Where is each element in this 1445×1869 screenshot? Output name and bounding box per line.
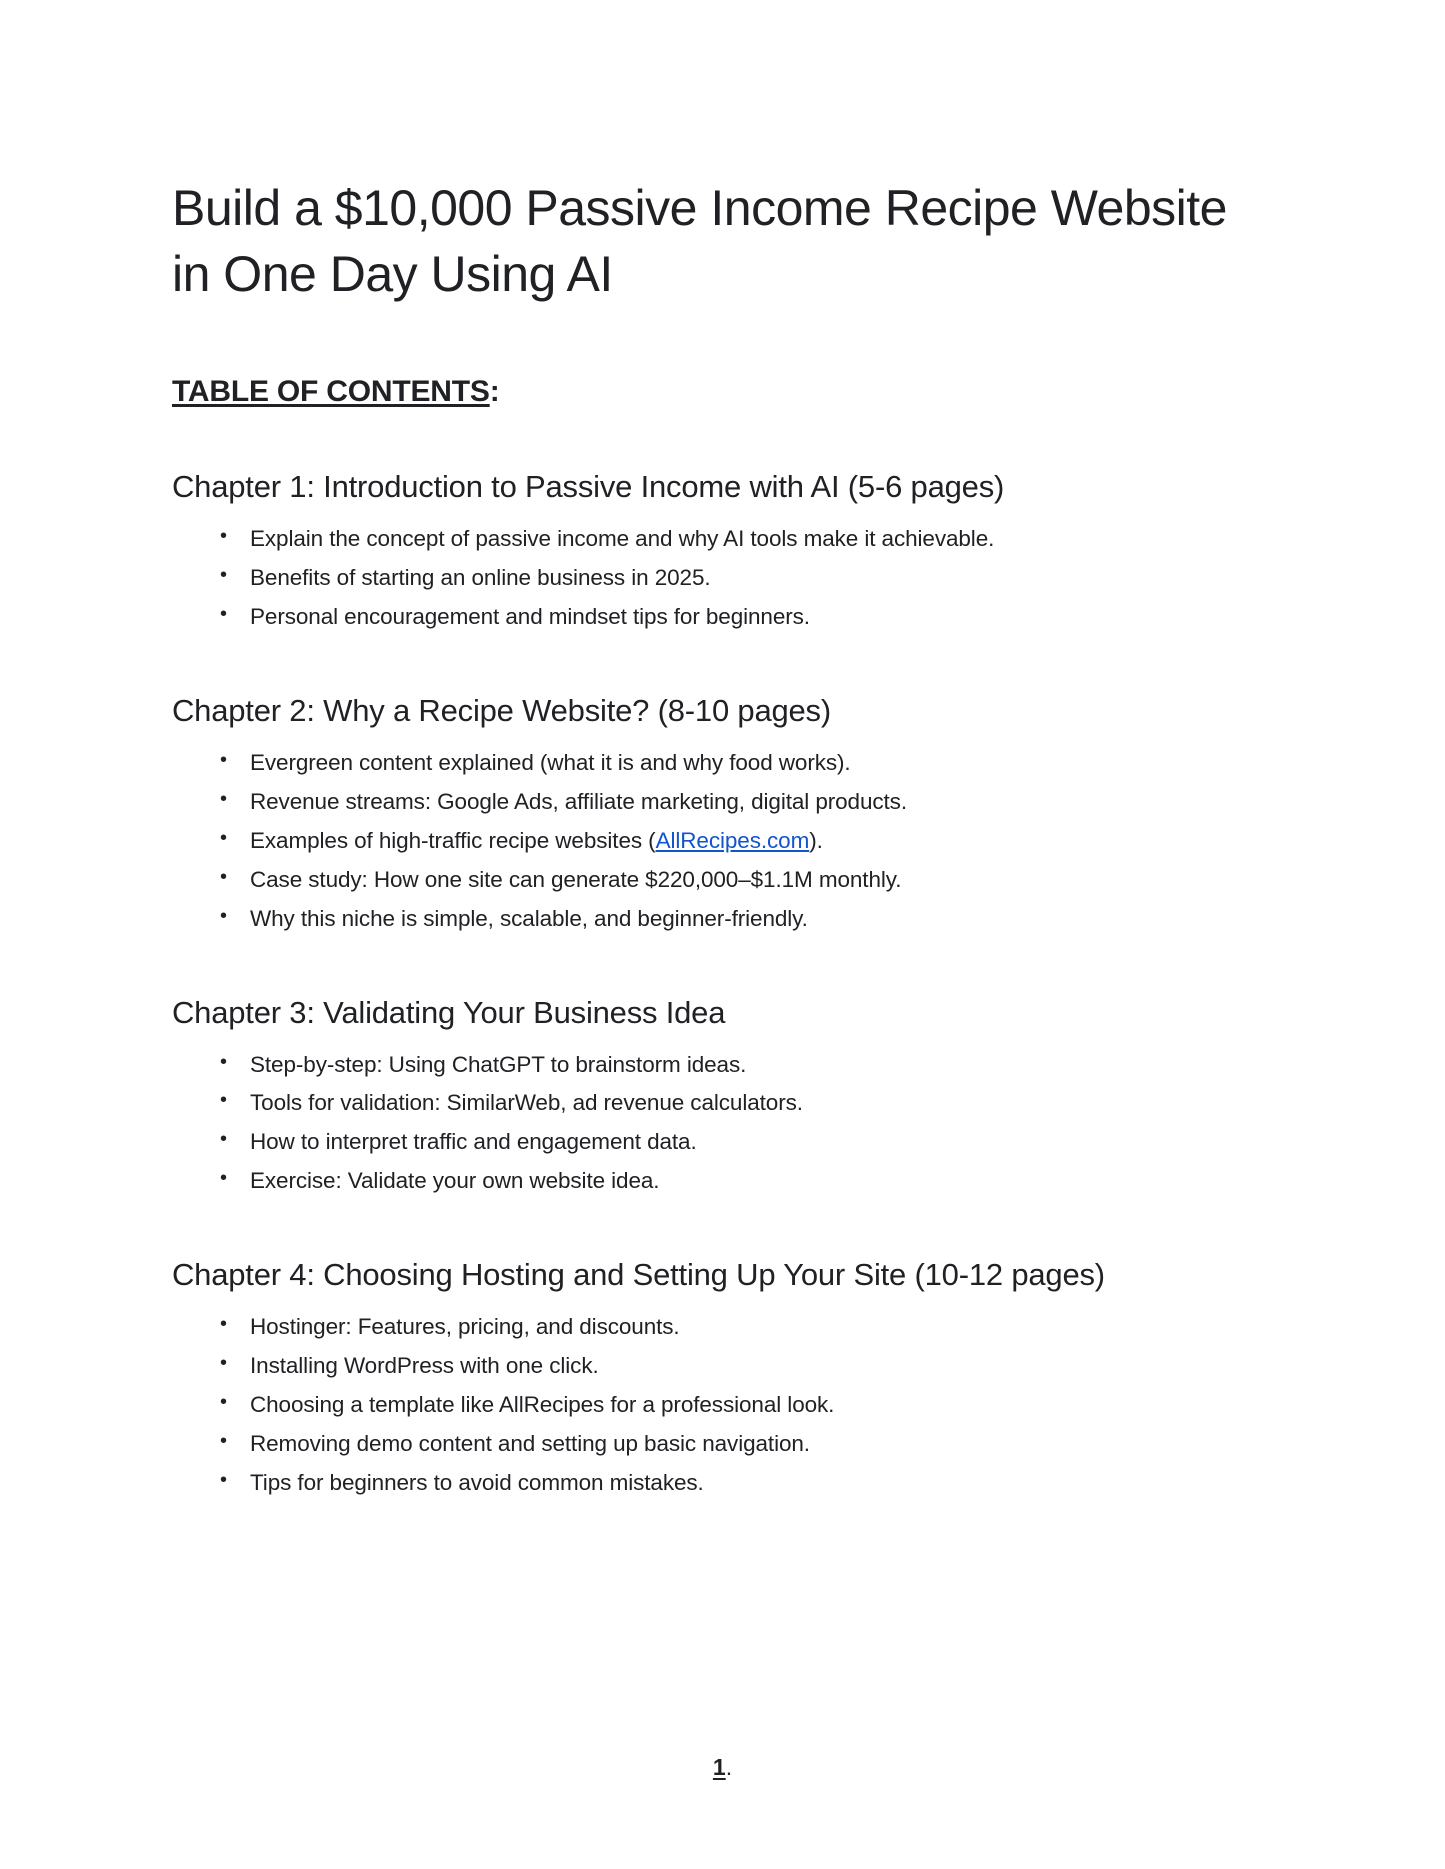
chapter-section-3	[172, 991, 1275, 1198]
table-of-contents-heading	[172, 375, 1275, 409]
page-number-suffix: .	[725, 1754, 733, 1780]
list-item-with-link	[250, 825, 1275, 857]
list-item: • Evergreen content explained (what it is and why food works).	[250, 747, 1275, 779]
list-item: • Step-by-step: Using ChatGPT to brainstorm ideas.	[250, 1049, 1275, 1081]
chapter-title: Chapter 3: Validating Your Business Idea	[172, 994, 726, 1030]
list-item: • Hostinger: Features, pricing, and discounts.	[250, 1311, 1275, 1343]
list-item: • Choosing a template like AllRecipes for a professional look.	[250, 1389, 1275, 1421]
list-item-prefix: Examples of high-traffic recipe websites (	[250, 827, 656, 853]
chapter-title: Chapter 1: Introduction to Passive Income with AI (5-6 pages)	[172, 469, 1005, 504]
toc-heading-text: TABLE OF CONTENTS	[172, 375, 490, 408]
list-item: • How to interpret traffic and engagement data.	[250, 1126, 1275, 1158]
list-item: • Explain the concept of passive income and why AI tools make it achievable.	[250, 523, 1275, 555]
list-item: • Tips for beginners to avoid common mistakes.	[250, 1467, 1275, 1499]
chapter-bullet-list	[172, 1311, 1275, 1499]
chapter-section-1	[172, 465, 1275, 633]
chapter-bullet-list	[172, 523, 1275, 633]
allrecipes-link[interactable]: AllRecipes.com	[655, 827, 810, 853]
chapter-section-4	[172, 1253, 1275, 1499]
chapter-section-2	[172, 689, 1275, 935]
list-item: • Revenue streams: Google Ads, affiliate marketing, digital products.	[250, 786, 1275, 818]
list-item: • Exercise: Validate your own website idea.	[250, 1165, 1275, 1197]
page-title: Build a $10,000 Passive Income Recipe Website in One Day Using AI	[172, 180, 1227, 302]
list-item: • Tools for validation: SimilarWeb, ad revenue calculators.	[250, 1087, 1275, 1119]
page-number-value: 1	[712, 1754, 726, 1780]
chapter-bullet-list	[172, 747, 1275, 935]
list-item: • Removing demo content and setting up basic navigation.	[250, 1428, 1275, 1460]
toc-heading-colon: :	[489, 375, 500, 408]
page-number	[0, 1754, 1445, 1781]
list-item: • Benefits of starting an online business in 2025.	[250, 562, 1275, 594]
chapter-bullet-list	[172, 1049, 1275, 1198]
list-item: • Why this niche is simple, scalable, and beginner-friendly.	[250, 903, 1275, 935]
list-item: • Installing WordPress with one click.	[250, 1350, 1275, 1382]
list-item-suffix: ).	[809, 827, 823, 853]
list-item: • Case study: How one site can generate $220,000–$1.1M monthly.	[250, 864, 1275, 896]
list-item: • Personal encouragement and mindset tips for beginners.	[250, 601, 1275, 633]
chapter-title: Chapter 4: Choosing Hosting and Setting Up Your Site (10-12 pages)	[172, 1257, 1105, 1293]
chapter-title: Chapter 2: Why a Recipe Website? (8-10 pages)	[172, 692, 831, 728]
